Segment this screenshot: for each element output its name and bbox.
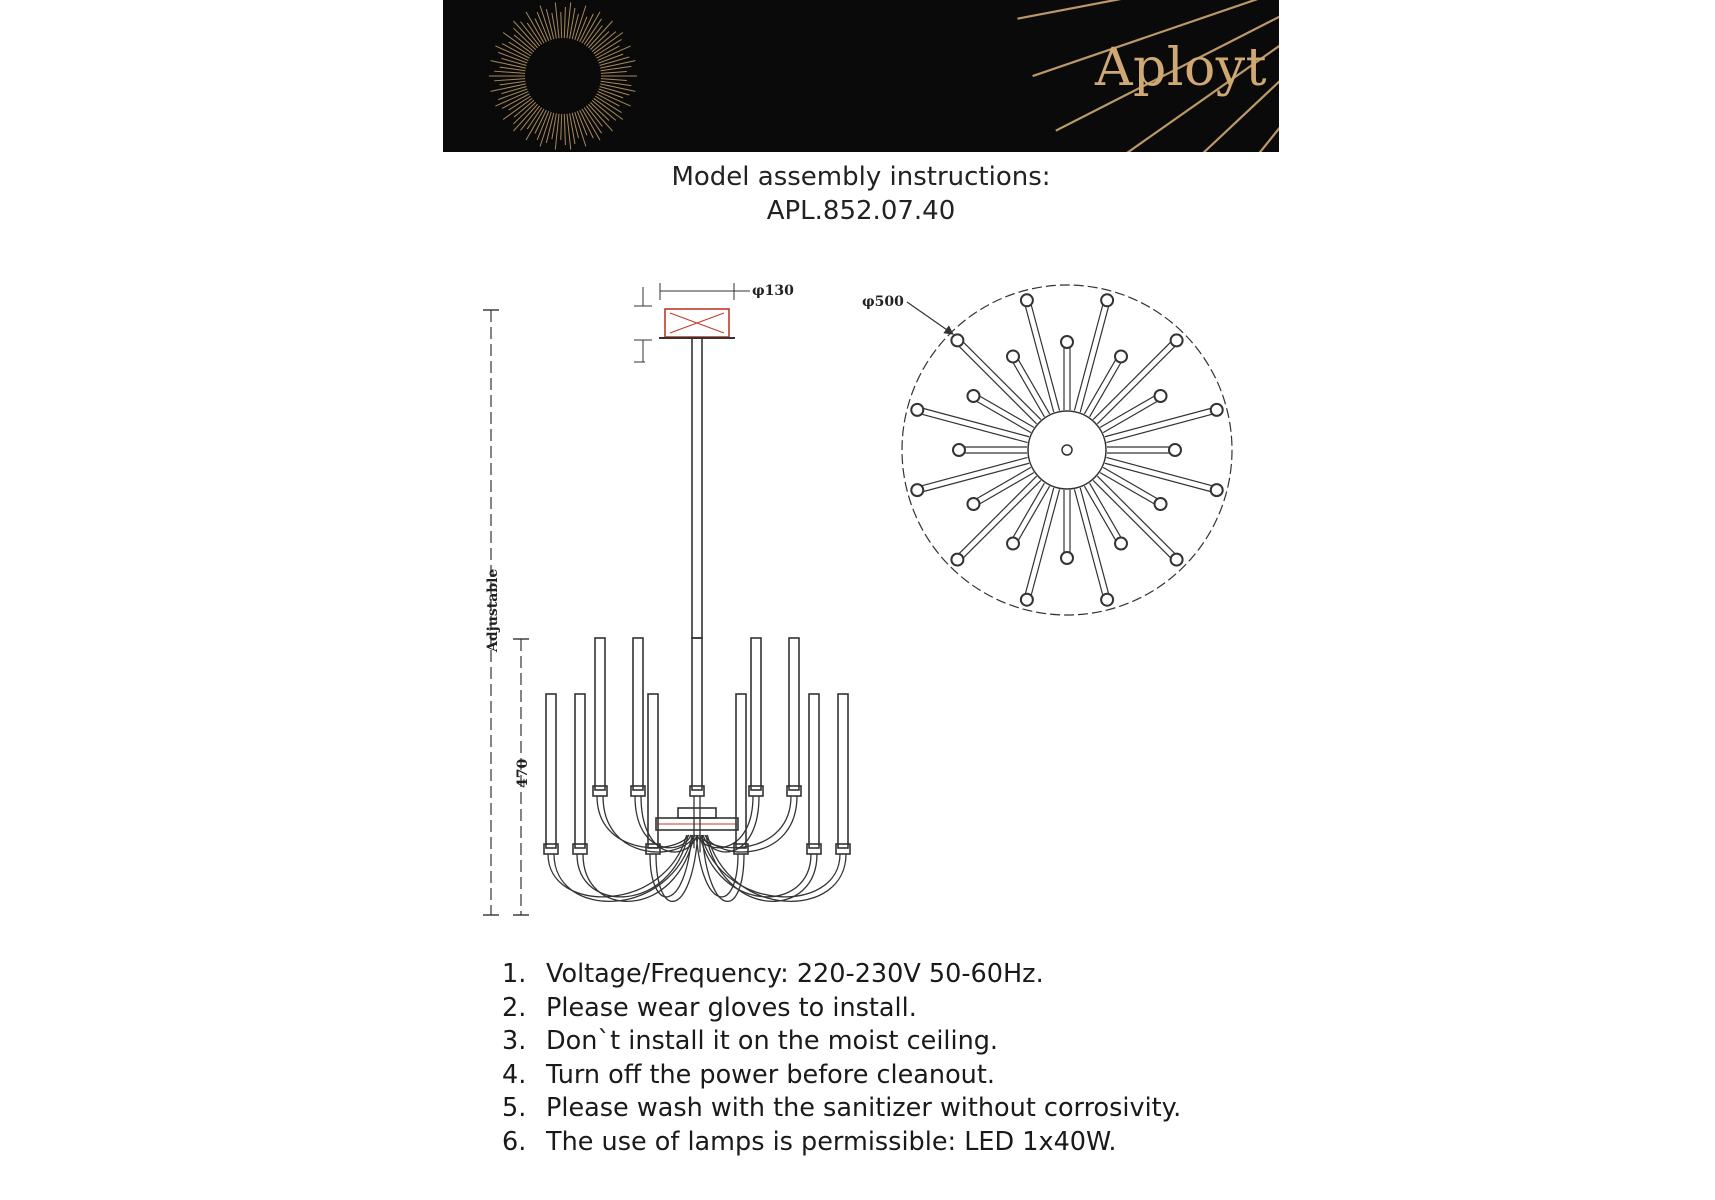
top-lamp-head	[1211, 484, 1223, 496]
top-arm-inner	[1090, 358, 1124, 417]
top-lamp-head-inner	[967, 390, 979, 402]
top-lamp-head-inner	[1007, 350, 1019, 362]
top-lamp-head	[951, 334, 963, 346]
lamp-arm	[707, 835, 846, 901]
top-lamp-head-inner	[953, 444, 965, 456]
top-arm-inner	[1090, 483, 1124, 542]
top-arm-inner	[1100, 393, 1159, 427]
instruction-text: The use of lamps is permissible: LED 1x40W.	[546, 1126, 1117, 1157]
top-lamp-head-inner	[1007, 538, 1019, 550]
top-arm	[1106, 457, 1217, 487]
lamp-tube	[633, 638, 643, 790]
top-arm	[1074, 300, 1104, 411]
instruction-item	[502, 1025, 1181, 1059]
instruction-text: Please wash with the sanitizer without corrosivity.	[546, 1093, 1182, 1123]
title-line: Model assembly instructions:	[671, 162, 1051, 192]
top-arm-inner	[1084, 486, 1118, 545]
instruction-text: Don`t install it on the moist ceiling.	[546, 1026, 999, 1056]
center-plate	[1028, 411, 1106, 489]
top-arm-inner	[1103, 467, 1162, 501]
instruction-list	[502, 958, 1181, 1159]
top-lamp-head	[911, 404, 923, 416]
top-arm-inner	[975, 393, 1034, 427]
instruction-number: 3.	[502, 1026, 527, 1056]
instruction-number: 4.	[502, 1059, 527, 1090]
instruction-number: 6.	[502, 1126, 527, 1157]
top-lamp-head-inner	[1169, 444, 1181, 456]
top-arm-inner	[975, 473, 1034, 507]
top-lamp-head-inner	[1061, 336, 1073, 348]
instruction-item	[502, 1126, 1181, 1160]
instruction-number: 5.	[502, 1093, 527, 1123]
lamp-arms	[548, 796, 846, 901]
top-lamp-head	[951, 554, 963, 566]
top-arm-inner	[1016, 355, 1050, 414]
lamp-arm	[699, 796, 791, 848]
top-arm-inner	[1084, 355, 1118, 414]
top-lamp-head-inner	[1115, 538, 1127, 550]
instruction-item	[502, 1059, 1181, 1093]
instruction-text: Please wear gloves to install.	[546, 992, 917, 1023]
top-lamp-head-inner	[1155, 498, 1167, 510]
top-lamp-head	[1211, 404, 1223, 416]
top-arm-inner	[1016, 486, 1050, 545]
side-view	[483, 283, 850, 915]
top-arm-inner	[972, 399, 1031, 433]
hub-top	[678, 808, 716, 818]
top-lamp-head-inner	[967, 498, 979, 510]
top-view	[902, 285, 1232, 615]
top-arm	[917, 457, 1028, 487]
top-lamp-head-inner	[1155, 390, 1167, 402]
overall-diameter-label: φ500	[862, 294, 904, 310]
instruction-text: Voltage/Frequency: 220-230V 50-60Hz.	[546, 959, 1044, 989]
brand-name: Aployt	[1095, 38, 1268, 98]
lamp-arm	[597, 796, 689, 848]
top-arm	[1106, 413, 1217, 443]
instruction-item	[502, 958, 1181, 992]
top-arm-inner	[1010, 358, 1044, 417]
top-lamp-head-inner	[1115, 350, 1127, 362]
center-point	[1062, 445, 1072, 455]
top-arm	[1030, 300, 1060, 411]
top-arm-inner	[972, 467, 1031, 501]
top-lamp-head	[1101, 294, 1113, 306]
top-arm	[1074, 489, 1104, 600]
instruction-text: Turn off the power before cleanout.	[546, 1059, 995, 1090]
top-lamp-head	[1021, 594, 1033, 606]
model-code: APL.852.07.40	[766, 196, 956, 226]
suspension-rod	[692, 338, 702, 638]
lamp-tube	[546, 694, 556, 848]
top-lamp-head-inner	[1061, 552, 1073, 564]
instruction-number: 1.	[502, 959, 527, 989]
instruction-item	[502, 992, 1181, 1026]
canopy-diameter-label: φ130	[752, 283, 794, 299]
top-lamp-head	[1171, 554, 1183, 566]
lamp-tubes	[544, 638, 850, 854]
lamp-tube	[751, 638, 761, 790]
lamp-tube	[789, 638, 799, 790]
top-arm	[917, 413, 1028, 443]
lamp-tube	[838, 694, 848, 848]
lamp-tube	[575, 694, 585, 848]
outer-diameter-circle	[902, 285, 1232, 615]
lamp-tube	[595, 638, 605, 790]
adjustable-label: Adjustable	[485, 568, 501, 652]
top-lamp-head	[1021, 294, 1033, 306]
top-view-arms	[911, 294, 1222, 605]
height-470-label: 470	[515, 758, 531, 788]
top-arm-inner	[1103, 399, 1162, 433]
top-arm-inner	[1100, 473, 1159, 507]
instruction-item	[502, 1092, 1181, 1126]
top-lamp-head	[911, 484, 923, 496]
top-arm	[1030, 489, 1060, 600]
top-arm-inner	[1010, 483, 1044, 542]
instruction-number: 2.	[502, 992, 527, 1023]
lamp-tube	[692, 638, 702, 790]
top-lamp-head	[1101, 594, 1113, 606]
lamp-tube	[809, 694, 819, 848]
top-lamp-head	[1171, 334, 1183, 346]
